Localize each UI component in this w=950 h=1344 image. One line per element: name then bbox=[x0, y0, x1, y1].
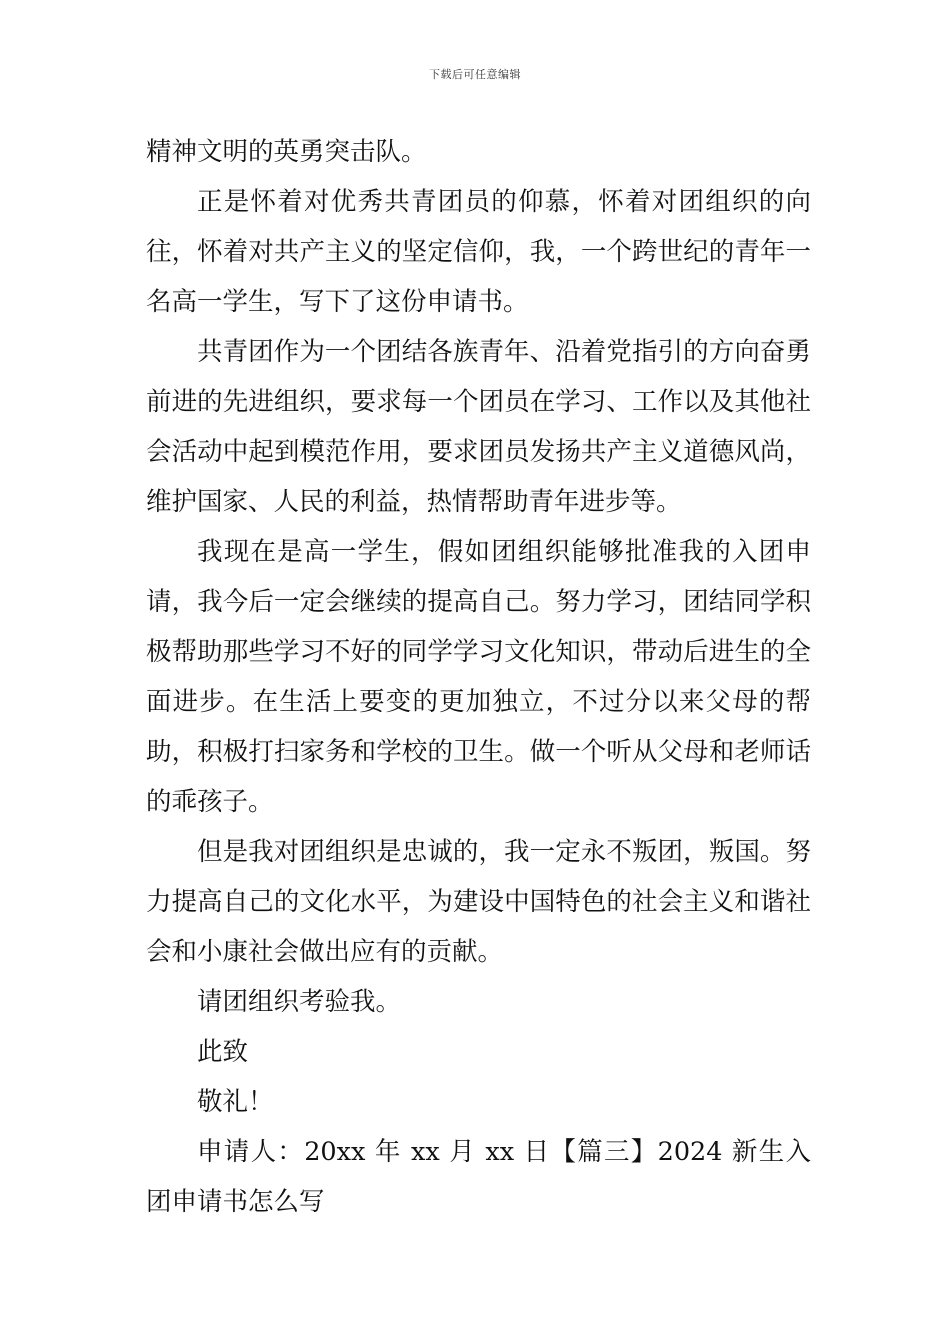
paragraph-commitment: 我现在是高一学生，假如团组织能够批准我的入团申请，我今后一定会继续的提高自己。努力学习，团结同学积极帮助那些学习不好的同学学习文化知识，带动后进生的全面进步。在生活上要变的更加独立，不过分以来父母的帮助，积极打扫家务和学校的卫生。做一个听从父母和老师话的乖孩子。 bbox=[146, 537, 811, 817]
document-body bbox=[146, 127, 811, 1227]
next-section-title: 【篇三】2024 新生入团申请书怎么写 bbox=[146, 1137, 811, 1217]
paragraph-league-description: 共青团作为一个团结各族青年、沿着党指引的方向奋勇前进的先进组织，要求每一个团员在学习、工作以及其他社会活动中起到模范作用，要求团员发扬共产主义道德风尚，维护国家、人民的利益，热情帮助青年进步等。 bbox=[146, 337, 811, 517]
paragraph-request: 请团组织考验我。 bbox=[197, 987, 402, 1017]
paragraph-loyalty: 但是我对团组织是忠诚的，我一定永不叛团，叛国。努力提高自己的文化水平，为建设中国特色的社会主义和谐社会和小康社会做出应有的贡献。 bbox=[146, 837, 811, 967]
page-header: 下载后可任意编辑 bbox=[429, 68, 521, 81]
paragraph-continuation: 精神文明的英勇突击队。 bbox=[146, 137, 427, 167]
closing-salutation: 此致 bbox=[197, 1037, 249, 1067]
signature-paragraph bbox=[146, 1127, 811, 1227]
paragraph-motivation: 正是怀着对优秀共青团员的仰慕，怀着对团组织的向往，怀着对共产主义的坚定信仰，我，一个跨世纪的青年一名高一学生，写下了这份申请书。 bbox=[146, 187, 811, 317]
closing-regards: 敬礼！ bbox=[197, 1087, 274, 1117]
applicant-signature: 申请人：20xx 年 xx 月 xx 日 bbox=[197, 1137, 551, 1167]
